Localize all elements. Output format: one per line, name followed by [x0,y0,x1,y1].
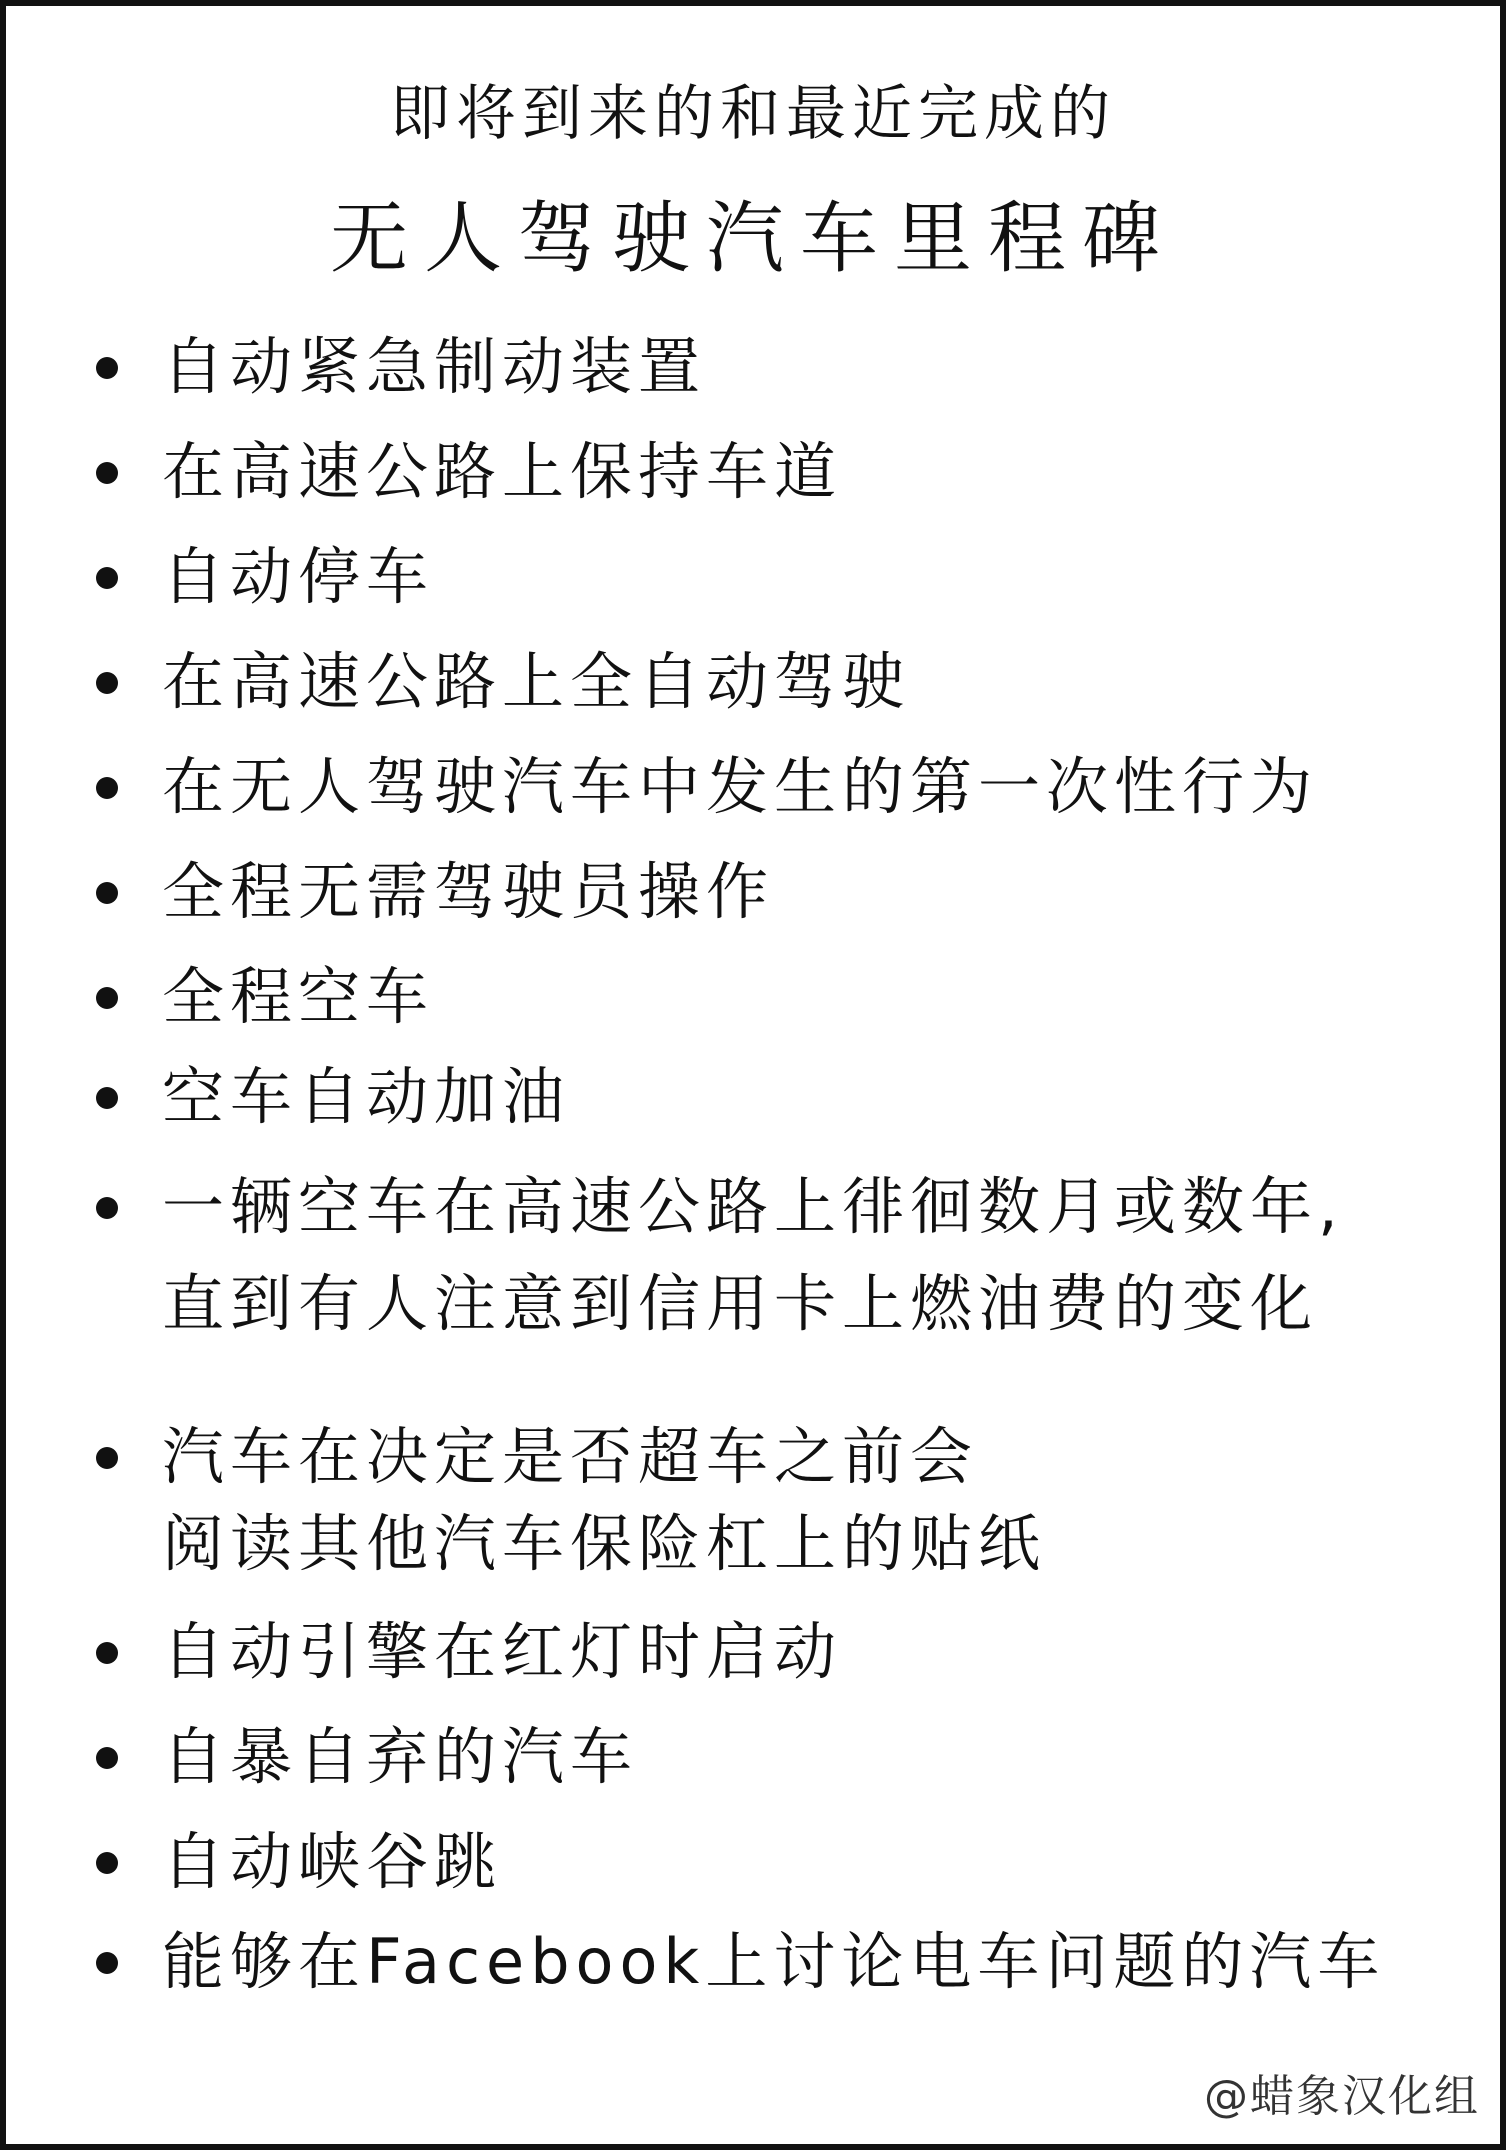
translator-credit: @蜡象汉化组 [1204,2071,1480,2122]
list-item-text: 自动紧急制动装置 [162,330,707,403]
list-item-text: 自动引擎在红灯时启动 [162,1615,843,1688]
bullet-icon [96,1952,118,1974]
list-item-text: 在高速公路上全自动驾驶 [162,645,911,718]
list-item-text: 在高速公路上保持车道 [162,435,843,508]
list-item-text: 在无人驾驶汽车中发生的第一次性行为 [162,750,1319,823]
bullet-icon [96,777,118,799]
bullet-icon [96,882,118,904]
bullet-icon [96,672,118,694]
bullet-icon [96,1747,118,1769]
bullet-icon [96,1642,118,1664]
bullet-icon [96,1852,118,1874]
list-item-text: 阅读其他汽车保险杠上的贴纸 [162,1507,1047,1580]
bullet-icon [96,1087,118,1109]
list-item-text: 自动停车 [162,540,435,613]
list-item-text: 全程空车 [162,960,435,1033]
bullet-icon [96,462,118,484]
bullet-icon [96,1197,118,1219]
bullet-icon [96,1447,118,1469]
list-item-text: 一辆空车在高速公路上徘徊数月或数年, [162,1170,1344,1243]
list-item-text: 自动峡谷跳 [162,1825,503,1898]
title-line-2: 无人驾驶汽车里程碑 [329,194,1176,284]
bullet-icon [96,357,118,379]
list-item-text: 直到有人注意到信用卡上燃油费的变化 [162,1267,1319,1340]
list-item-text: 能够在Facebook上讨论电车问题的汽车 [162,1925,1386,1998]
list-item-text: 自暴自弃的汽车 [162,1720,639,1793]
list-item-text: 汽车在决定是否超车之前会 [162,1420,979,1493]
title-line-1: 即将到来的和最近完成的 [390,79,1116,149]
list-item-text: 全程无需驾驶员操作 [162,855,775,928]
list-item-text: 空车自动加油 [162,1060,571,1133]
bullet-icon [96,567,118,589]
bullet-icon [96,987,118,1009]
